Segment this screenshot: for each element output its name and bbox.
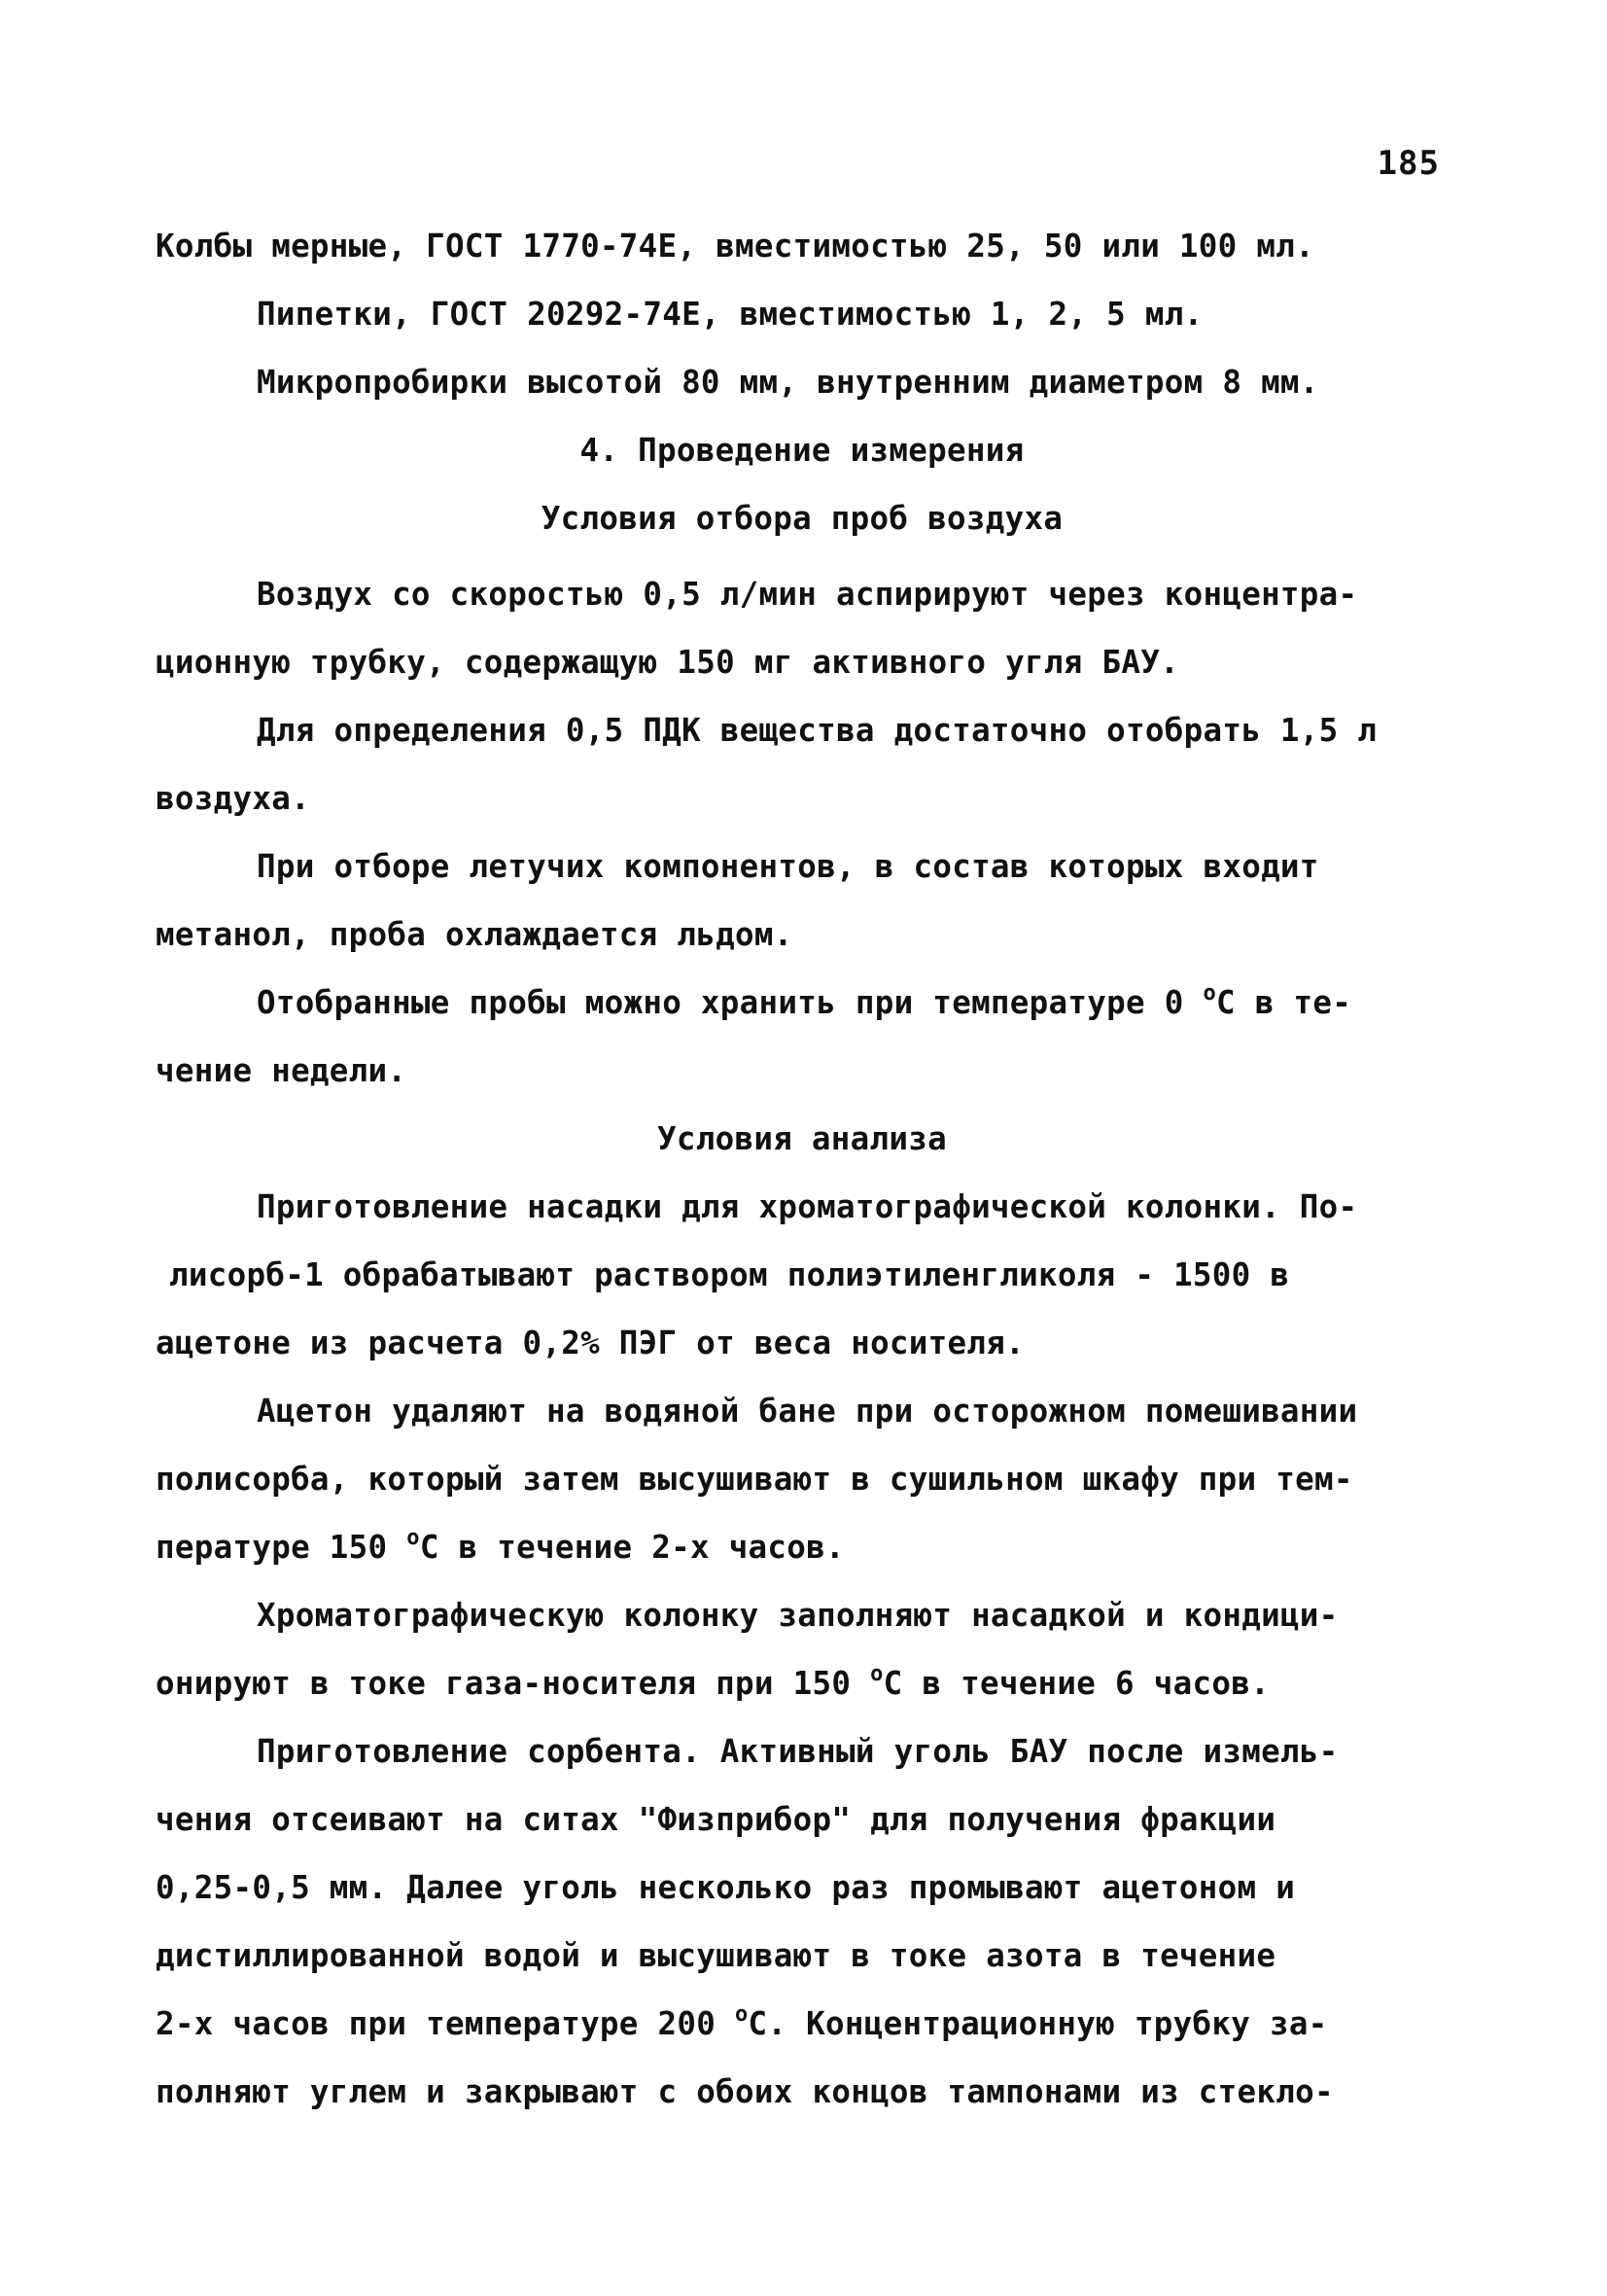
paragraph-line: Ацетон удаляют на водяной бане при осторожном помешивании xyxy=(257,1393,1358,1430)
paragraph-line: Воздух со скоростью 0,5 л/мин аспирируют через концентра- xyxy=(257,576,1358,613)
text-fragment: С. Концентрационную трубку за- xyxy=(748,2005,1328,2042)
paragraph-line: дистиллированной водой и высушивают в токе азота в течение xyxy=(156,1937,1276,1974)
document-body xyxy=(156,212,1449,2126)
paragraph-line: 0,25-0,5 мм. Далее уголь несколько раз промывают ацетоном и xyxy=(156,1869,1296,1906)
paragraph-line: полисорба, который затем высушивают в сушильном шкафу при тем- xyxy=(156,1461,1353,1498)
paragraph-line xyxy=(156,1513,1449,1581)
paragraph-line xyxy=(156,1649,1449,1717)
page-number: 185 xyxy=(1377,144,1440,183)
text-fragment: 2-х часов при температуре 200 xyxy=(156,2005,735,2042)
section-title: 4. Проведение измерения xyxy=(579,432,1025,469)
paragraph-line: ацетоне из расчета 0,2% ПЭГ от веса носителя. xyxy=(156,1325,1025,1361)
paragraph-line xyxy=(156,969,1449,1037)
paragraph-line: Хроматографическую колонку заполняют насадкой и кондици- xyxy=(257,1597,1339,1634)
paragraph-line: лисорб-1 обрабатывают раствором полиэтиленгликоля - 1500 в xyxy=(169,1256,1290,1293)
equipment-line-flasks: Колбы мерные, ГОСТ 1770-74Е, вместимостью 25, 50 или 100 мл. xyxy=(156,228,1314,265)
paragraph-line: чения отсеивают на ситах "Физприбор" для получения фракции xyxy=(156,1801,1276,1838)
paragraph-line: чение недели. xyxy=(156,1052,407,1089)
paragraph-line: Для определения 0,5 ПДК вещества достаточно отобрать 1,5 л xyxy=(257,712,1378,749)
text-fragment: пературе 150 xyxy=(156,1529,407,1566)
equipment-line-pipettes: Пипетки, ГОСТ 20292-74Е, вместимостью 1, 2, 5 мл. xyxy=(257,296,1204,333)
paragraph-line: При отборе летучих компонентов, в состав которых входит xyxy=(257,848,1319,885)
paragraph-line: Приготовление насадки для хроматографической колонки. По- xyxy=(257,1188,1358,1225)
text-fragment: С в течение 2-х часов. xyxy=(419,1529,845,1566)
paragraph-line xyxy=(156,1990,1449,2058)
degree-mark: о xyxy=(870,1662,884,1686)
paragraph-line: метанол, проба охлаждается льдом. xyxy=(156,916,793,953)
text-fragment: Отобранные пробы можно хранить при температуре 0 xyxy=(257,984,1204,1021)
section-subtitle: Условия отбора проб воздуха xyxy=(541,500,1064,537)
degree-mark: о xyxy=(406,1526,420,1550)
degree-mark: о xyxy=(735,2002,749,2027)
text-fragment: онируют в токе газа-носителя при 150 xyxy=(156,1665,871,1702)
paragraph-line: Приготовление сорбента. Активный уголь БАУ после измель- xyxy=(257,1733,1339,1770)
paragraph-line: полняют углем и закрывают с обоих концов тампонами из стекло- xyxy=(156,2073,1334,2110)
text-fragment: С в те- xyxy=(1216,984,1352,1021)
paragraph-line: воздуха. xyxy=(156,780,310,817)
paragraph-line: ционную трубку, содержащую 150 мг активного угля БАУ. xyxy=(156,644,1179,681)
equipment-line-microtubes: Микропробирки высотой 80 мм, внутренним диаметром 8 мм. xyxy=(257,364,1319,401)
analysis-heading: Условия анализа xyxy=(657,1120,947,1157)
text-fragment: С в течение 6 часов. xyxy=(883,1665,1270,1702)
degree-mark: о xyxy=(1203,981,1217,1006)
